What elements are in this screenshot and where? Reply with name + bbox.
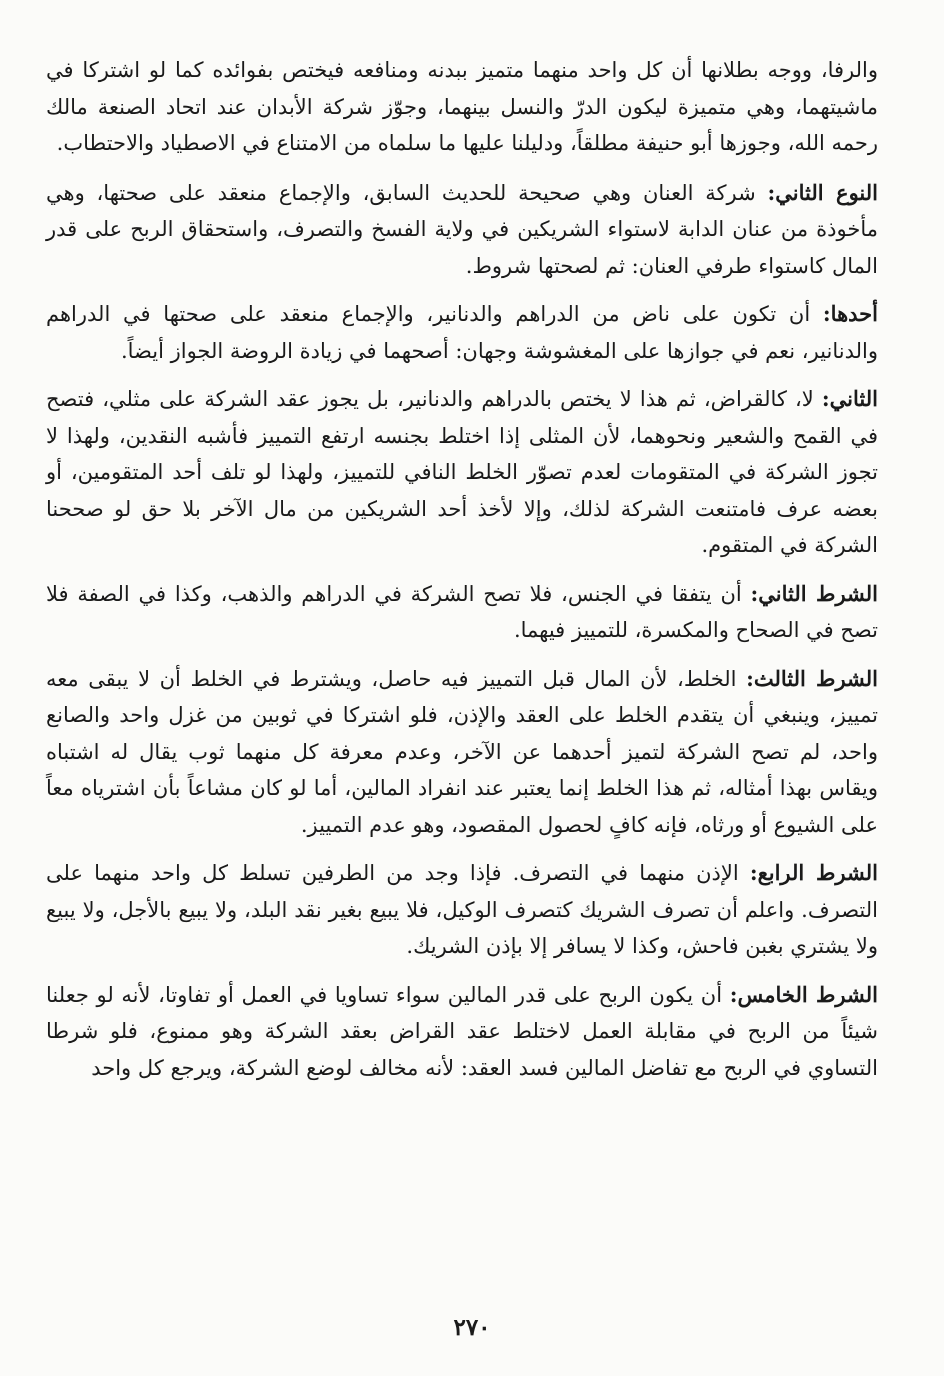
paragraph-text: أن يكون الربح على قدر المالين سواء تساويا في العمل أو تفاوتا، لأنه لو جعلنا شيئاً من الربح في مقابلة العمل لاختلط عقد القراض بعقد الشركة وهو ممنوع، فلو شرطا التساوي في الربح مع تفاضل المالين فسد العقد: لأنه مخالف لوضع الشركة، ويرجع كل واحد: [46, 982, 878, 1080]
paragraph-text: الإذن منهما في التصرف. فإذا وجد من الطرفين تسلط كل واحد منهما على التصرف. واعلم أن تصرف الشريك كتصرف الوكيل، فلا يبيع بغير نقد البلد، ولا يبيع بالأجل، ولا يبيع ولا يشتري بغبن فاحش، وكذا لا يسافر إلا بإذن الشريك.: [46, 861, 878, 958]
paragraph-lead: الثاني:: [821, 386, 878, 411]
paragraph-intro: [46, 52, 878, 162]
paragraph-text: أن يتفقا في الجنس، فلا تصح الشركة في الدراهم والذهب، وكذا في الصفة فلا تصح في الصحاح والمكسرة، للتمييز فيهما.: [46, 581, 878, 642]
paragraph-text: الخلط، لأن المال قبل التمييز فيه حاصل، ويشترط في الخلط أن لا يبقى معه تمييز، وينبغي أن يتقدم الخلط على العقد والإذن، فلو اشتركا في ثوبين من غزل واحد والصانع واحد، لم تصح الشركة لتميز أحدهما عن الآخر، وعدم معرفة كل منهما ثوب يقال له اشتباه ويقاس بهذا أمثاله، ثم هذا الخلط إنما يعتبر عند انفراد المالين، أما لو كان مشاعاً بأن اشترياه معاً على الشيوع أو ورثاه، فإنه كافٍ لحصول المقصود، وهو عدم التمييز.: [46, 666, 878, 837]
paragraph-text: أن تكون على ناض من الدراهم والدنانير، والإجماع منعقد على صحتها في الدراهم والدنانير، نعم في جوازها على المغشوشة وجهان: أصحهما في زيادة الروضة الجواز أيضاً.: [46, 302, 878, 363]
paragraph-type-two: [46, 175, 878, 285]
paragraph-lead: الشرط الثالث:: [746, 665, 878, 691]
paragraph-lead: الشرط الخامس:: [729, 981, 878, 1007]
paragraph-lead: الشرط الرابع:: [749, 860, 878, 885]
body-text: [46, 52, 878, 1098]
paragraph-condition-four: [46, 855, 878, 965]
paragraph-condition-three: [46, 661, 878, 844]
paragraph-text: لا، كالقراض، ثم هذا لا يختص بالدراهم والدنانير، بل يجوز عقد الشركة على مثلي، فتصح في القمح والشعير ونحوهما، لأن المثلى إذا اختلط بجنسه ارتفع التمييز فأشبه النقدين، ولهذا لا تجوز الشركة في المتقومات لعدم تصوّر الخلط النافي للتمييز، ولهذا لو تلف أحد المتقومين، أو بعضه عرف فامتنعت الشركة لذلك، وإلا لأخذ أحد الشريكين من مال الآخر بلا حق لو صححنا الشركة في المتقوم.: [46, 387, 878, 557]
paragraph-lead: النوع الثاني:: [767, 179, 878, 205]
paragraph-condition-five: [46, 977, 878, 1087]
page-number: ٢٧٠: [453, 1314, 491, 1341]
paragraph-lead: أحدها:: [822, 301, 878, 326]
paragraph-lead: الشرط الثاني:: [750, 580, 879, 606]
paragraph-second-view: [46, 381, 878, 564]
paragraph-condition-one: [46, 296, 878, 369]
paragraph-text: والرفا، ووجه بطلانها أن كل واحد منهما متميز ببدنه ومنافعه فيختص بفوائده كما لو اشتركا في ماشيتهما، وهي متميزة ليكون الدرّ والنسل بينهما، وجوّز شركة الأبدان عند اتحاد الصنعة مالك رحمه الله، وجوزها أبو حنيفة مطلقاً، ودليلنا عليها ما سلماه من الامتناع في الاصطياد والاحتطاب.: [46, 58, 878, 155]
paragraph-condition-two: [46, 576, 878, 649]
paragraph-text: شركة العنان وهي صحيحة للحديث السابق، والإجماع منعقد على صحتها، وهي مأخوذة من عنان الدابة لاستواء الشريكين في ولاية الفسخ والتصرف، واستحقاق الربح على قدر المال كاستواء طرفي العنان: ثم لصحتها شروط.: [46, 180, 878, 278]
